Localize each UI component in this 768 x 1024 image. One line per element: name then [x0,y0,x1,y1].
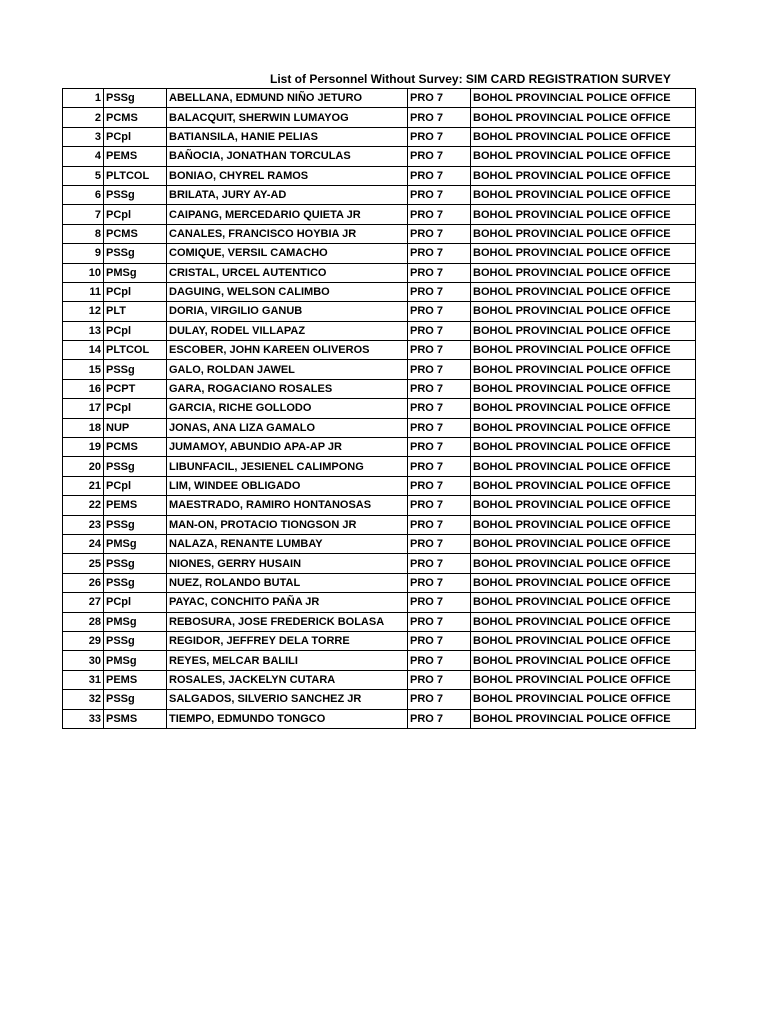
unit-cell: PRO 7 [408,224,471,243]
row-number: 32 [63,690,104,709]
row-number: 16 [63,379,104,398]
name-cell: ABELLANA, EDMUND NIÑO JETURO [167,89,408,108]
unit-cell: PRO 7 [408,457,471,476]
name-cell: BRILATA, JURY AY-AD [167,185,408,204]
office-cell: BOHOL PROVINCIAL POLICE OFFICE [471,127,696,146]
office-cell: BOHOL PROVINCIAL POLICE OFFICE [471,147,696,166]
office-cell: BOHOL PROVINCIAL POLICE OFFICE [471,108,696,127]
name-cell: REGIDOR, JEFFREY DELA TORRE [167,631,408,650]
rank-cell: NUP [104,418,167,437]
office-cell: BOHOL PROVINCIAL POLICE OFFICE [471,379,696,398]
table-row [63,709,696,728]
table-row [63,476,696,495]
table-row [63,127,696,146]
unit-cell: PRO 7 [408,399,471,418]
table-row [63,515,696,534]
row-number: 24 [63,534,104,553]
row-number: 22 [63,496,104,515]
rank-cell: PEMS [104,147,167,166]
table-row [63,612,696,631]
table-row [63,360,696,379]
table-row [63,166,696,185]
table-row [63,321,696,340]
row-number: 5 [63,166,104,185]
table-row [63,593,696,612]
name-cell: CRISTAL, URCEL AUTENTICO [167,263,408,282]
rank-cell: PSSg [104,690,167,709]
rank-cell: PCpl [104,399,167,418]
office-cell: BOHOL PROVINCIAL POLICE OFFICE [471,341,696,360]
personnel-table [62,88,696,729]
unit-cell: PRO 7 [408,612,471,631]
row-number: 21 [63,476,104,495]
row-number: 25 [63,554,104,573]
name-cell: DAGUING, WELSON CALIMBO [167,282,408,301]
personnel-table-body [63,89,696,729]
office-cell: BOHOL PROVINCIAL POLICE OFFICE [471,282,696,301]
table-row [63,263,696,282]
table-row [63,573,696,592]
office-cell: BOHOL PROVINCIAL POLICE OFFICE [471,612,696,631]
unit-cell: PRO 7 [408,302,471,321]
table-row [63,108,696,127]
office-cell: BOHOL PROVINCIAL POLICE OFFICE [471,476,696,495]
unit-cell: PRO 7 [408,205,471,224]
rank-cell: PCpl [104,127,167,146]
rank-cell: PCpl [104,321,167,340]
row-number: 3 [63,127,104,146]
table-row [63,341,696,360]
unit-cell: PRO 7 [408,438,471,457]
office-cell: BOHOL PROVINCIAL POLICE OFFICE [471,418,696,437]
office-cell: BOHOL PROVINCIAL POLICE OFFICE [471,534,696,553]
unit-cell: PRO 7 [408,127,471,146]
name-cell: BONIAO, CHYREL RAMOS [167,166,408,185]
table-row [63,205,696,224]
office-cell: BOHOL PROVINCIAL POLICE OFFICE [471,573,696,592]
table-row [63,457,696,476]
office-cell: BOHOL PROVINCIAL POLICE OFFICE [471,457,696,476]
office-cell: BOHOL PROVINCIAL POLICE OFFICE [471,651,696,670]
name-cell: LIBUNFACIL, JESIENEL CALIMPONG [167,457,408,476]
unit-cell: PRO 7 [408,534,471,553]
unit-cell: PRO 7 [408,573,471,592]
name-cell: NIONES, GERRY HUSAIN [167,554,408,573]
office-cell: BOHOL PROVINCIAL POLICE OFFICE [471,690,696,709]
rank-cell: PLTCOL [104,341,167,360]
rank-cell: PLTCOL [104,166,167,185]
rank-cell: PSSg [104,573,167,592]
unit-cell: PRO 7 [408,244,471,263]
rank-cell: PMSg [104,651,167,670]
name-cell: PAYAC, CONCHITO PAÑA JR [167,593,408,612]
row-number: 29 [63,631,104,650]
office-cell: BOHOL PROVINCIAL POLICE OFFICE [471,399,696,418]
name-cell: REBOSURA, JOSE FREDERICK BOLASA [167,612,408,631]
row-number: 18 [63,418,104,437]
name-cell: ROSALES, JACKELYN CUTARA [167,670,408,689]
row-number: 20 [63,457,104,476]
row-number: 8 [63,224,104,243]
row-number: 28 [63,612,104,631]
office-cell: BOHOL PROVINCIAL POLICE OFFICE [471,709,696,728]
unit-cell: PRO 7 [408,515,471,534]
office-cell: BOHOL PROVINCIAL POLICE OFFICE [471,670,696,689]
rank-cell: PLT [104,302,167,321]
table-row [63,438,696,457]
table-row [63,89,696,108]
unit-cell: PRO 7 [408,709,471,728]
office-cell: BOHOL PROVINCIAL POLICE OFFICE [471,205,696,224]
rank-cell: PCMS [104,224,167,243]
row-number: 2 [63,108,104,127]
rank-cell: PSSg [104,244,167,263]
table-row [63,534,696,553]
name-cell: NALAZA, RENANTE LUMBAY [167,534,408,553]
row-number: 23 [63,515,104,534]
unit-cell: PRO 7 [408,341,471,360]
office-cell: BOHOL PROVINCIAL POLICE OFFICE [471,224,696,243]
row-number: 1 [63,89,104,108]
unit-cell: PRO 7 [408,147,471,166]
unit-cell: PRO 7 [408,418,471,437]
office-cell: BOHOL PROVINCIAL POLICE OFFICE [471,438,696,457]
name-cell: JONAS, ANA LIZA GAMALO [167,418,408,437]
unit-cell: PRO 7 [408,360,471,379]
office-cell: BOHOL PROVINCIAL POLICE OFFICE [471,554,696,573]
name-cell: GARCIA, RICHE GOLLODO [167,399,408,418]
rank-cell: PCMS [104,438,167,457]
office-cell: BOHOL PROVINCIAL POLICE OFFICE [471,515,696,534]
rank-cell: PSMS [104,709,167,728]
row-number: 30 [63,651,104,670]
office-cell: BOHOL PROVINCIAL POLICE OFFICE [471,631,696,650]
rank-cell: PEMS [104,496,167,515]
name-cell: COMIQUE, VERSIL CAMACHO [167,244,408,263]
rank-cell: PMSg [104,263,167,282]
unit-cell: PRO 7 [408,89,471,108]
unit-cell: PRO 7 [408,185,471,204]
office-cell: BOHOL PROVINCIAL POLICE OFFICE [471,185,696,204]
name-cell: GALO, ROLDAN JAWEL [167,360,408,379]
name-cell: MAN-ON, PROTACIO TIONGSON JR [167,515,408,534]
unit-cell: PRO 7 [408,651,471,670]
rank-cell: PMSg [104,612,167,631]
unit-cell: PRO 7 [408,108,471,127]
rank-cell: PCMS [104,108,167,127]
rank-cell: PEMS [104,670,167,689]
name-cell: BATIANSILA, HANIE PELIAS [167,127,408,146]
name-cell: DULAY, RODEL VILLAPAZ [167,321,408,340]
office-cell: BOHOL PROVINCIAL POLICE OFFICE [471,244,696,263]
row-number: 31 [63,670,104,689]
rank-cell: PCpl [104,593,167,612]
name-cell: DORIA, VIRGILIO GANUB [167,302,408,321]
name-cell: TIEMPO, EDMUNDO TONGCO [167,709,408,728]
rank-cell: PCPT [104,379,167,398]
table-row [63,690,696,709]
table-row [63,147,696,166]
office-cell: BOHOL PROVINCIAL POLICE OFFICE [471,263,696,282]
unit-cell: PRO 7 [408,166,471,185]
row-number: 19 [63,438,104,457]
name-cell: JUMAMOY, ABUNDIO APA-AP JR [167,438,408,457]
name-cell: ESCOBER, JOHN KAREEN OLIVEROS [167,341,408,360]
table-row [63,302,696,321]
name-cell: SALGADOS, SILVERIO SANCHEZ JR [167,690,408,709]
table-row [63,554,696,573]
table-row [63,496,696,515]
row-number: 13 [63,321,104,340]
office-cell: BOHOL PROVINCIAL POLICE OFFICE [471,593,696,612]
office-cell: BOHOL PROVINCIAL POLICE OFFICE [471,321,696,340]
rank-cell: PSSg [104,89,167,108]
table-row [63,399,696,418]
rank-cell: PSSg [104,515,167,534]
row-number: 4 [63,147,104,166]
rank-cell: PSSg [104,554,167,573]
row-number: 14 [63,341,104,360]
unit-cell: PRO 7 [408,690,471,709]
unit-cell: PRO 7 [408,282,471,301]
name-cell: BALACQUIT, SHERWIN LUMAYOG [167,108,408,127]
unit-cell: PRO 7 [408,670,471,689]
name-cell: LIM, WINDEE OBLIGADO [167,476,408,495]
name-cell: REYES, MELCAR BALILI [167,651,408,670]
name-cell: BAÑOCIA, JONATHAN TORCULAS [167,147,408,166]
office-cell: BOHOL PROVINCIAL POLICE OFFICE [471,496,696,515]
rank-cell: PSSg [104,185,167,204]
row-number: 27 [63,593,104,612]
table-row [63,185,696,204]
table-row [63,670,696,689]
row-number: 10 [63,263,104,282]
row-number: 26 [63,573,104,592]
unit-cell: PRO 7 [408,476,471,495]
table-row [63,282,696,301]
rank-cell: PCpl [104,205,167,224]
unit-cell: PRO 7 [408,554,471,573]
unit-cell: PRO 7 [408,321,471,340]
unit-cell: PRO 7 [408,631,471,650]
row-number: 15 [63,360,104,379]
rank-cell: PSSg [104,457,167,476]
name-cell: GARA, ROGACIANO ROSALES [167,379,408,398]
name-cell: CAIPANG, MERCEDARIO QUIETA JR [167,205,408,224]
table-row [63,651,696,670]
table-row [63,379,696,398]
unit-cell: PRO 7 [408,496,471,515]
name-cell: NUEZ, ROLANDO BUTAL [167,573,408,592]
office-cell: BOHOL PROVINCIAL POLICE OFFICE [471,360,696,379]
table-row [63,244,696,263]
unit-cell: PRO 7 [408,263,471,282]
name-cell: MAESTRADO, RAMIRO HONTANOSAS [167,496,408,515]
row-number: 11 [63,282,104,301]
rank-cell: PSSg [104,360,167,379]
row-number: 12 [63,302,104,321]
name-cell: CANALES, FRANCISCO HOYBIA JR [167,224,408,243]
table-row [63,224,696,243]
unit-cell: PRO 7 [408,593,471,612]
rank-cell: PSSg [104,631,167,650]
rank-cell: PCpl [104,282,167,301]
office-cell: BOHOL PROVINCIAL POLICE OFFICE [471,89,696,108]
office-cell: BOHOL PROVINCIAL POLICE OFFICE [471,166,696,185]
row-number: 17 [63,399,104,418]
office-cell: BOHOL PROVINCIAL POLICE OFFICE [471,302,696,321]
unit-cell: PRO 7 [408,379,471,398]
table-row [63,418,696,437]
rank-cell: PCpl [104,476,167,495]
row-number: 7 [63,205,104,224]
table-row [63,631,696,650]
row-number: 33 [63,709,104,728]
rank-cell: PMSg [104,534,167,553]
row-number: 6 [63,185,104,204]
page-title: List of Personnel Without Survey: SIM CARD REGISTRATION SURVEY [270,72,671,86]
row-number: 9 [63,244,104,263]
